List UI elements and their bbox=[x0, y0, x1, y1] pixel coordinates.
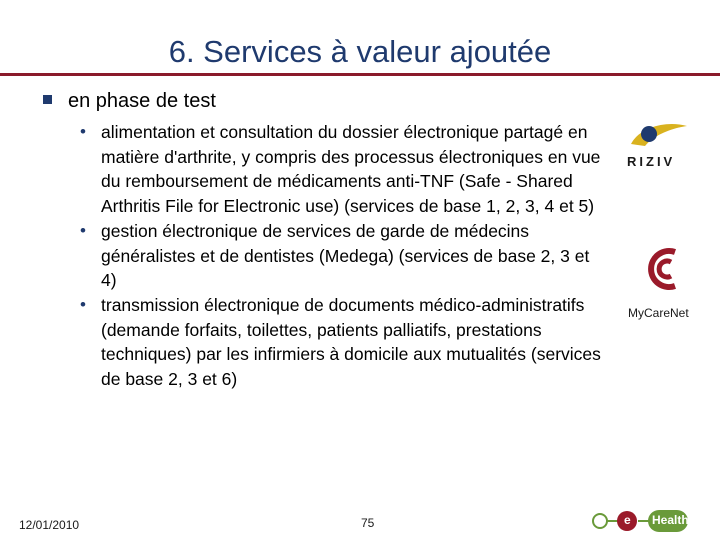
footer-date: 12/01/2010 bbox=[19, 518, 80, 532]
bullet-dot-icon: • bbox=[80, 294, 86, 314]
list-item bbox=[77, 219, 602, 293]
bullet-dot-icon: • bbox=[80, 122, 86, 141]
bullet-dot-icon: • bbox=[80, 220, 86, 240]
list-item-text: transmission électronique de documents médico-administratifs (demande forfaits, toilettes, patients palliatifs, prestations techniques) par les infirmiers à domicile aux mutualités (services de base 2, 3 et 6) bbox=[101, 294, 601, 390]
ehealth-e-text: e bbox=[624, 513, 631, 527]
mycarenet-logo-text: MyCareNet bbox=[628, 306, 689, 320]
riziv-logo-text: RIZIV bbox=[627, 154, 676, 169]
list-item bbox=[77, 120, 602, 219]
mycarenet-emblem-icon bbox=[623, 244, 698, 304]
section-heading-text: en phase de test bbox=[68, 90, 216, 112]
ehealth-logo bbox=[590, 508, 690, 534]
section-heading bbox=[43, 89, 216, 113]
page-number: 75 bbox=[361, 516, 375, 530]
ehealth-health-text: Health bbox=[652, 513, 689, 527]
mycarenet-logo bbox=[623, 244, 698, 329]
list-item-text: gestion électronique de services de garde de médecins généralistes et de dentistes (Medega) (services de base 2, 3 et 4) bbox=[101, 220, 590, 291]
list-item-text: alimentation et consultation du dossier électronique partagé en matière d'arthrite, y compris des processus électroniques en vue du remboursement de médicaments anti-TNF (Safe - Shared Arthritis File for Electronic use) (services de base 1, 2, 3, 4 et 5) bbox=[101, 122, 601, 217]
riziv-logo bbox=[625, 118, 690, 176]
list-item bbox=[77, 293, 602, 392]
square-bullet-icon bbox=[43, 95, 52, 104]
slide-title: 6. Services à valeur ajoutée bbox=[168, 34, 552, 69]
riziv-emblem-icon bbox=[625, 118, 690, 154]
title-divider bbox=[0, 73, 720, 76]
bullet-list bbox=[77, 120, 602, 392]
